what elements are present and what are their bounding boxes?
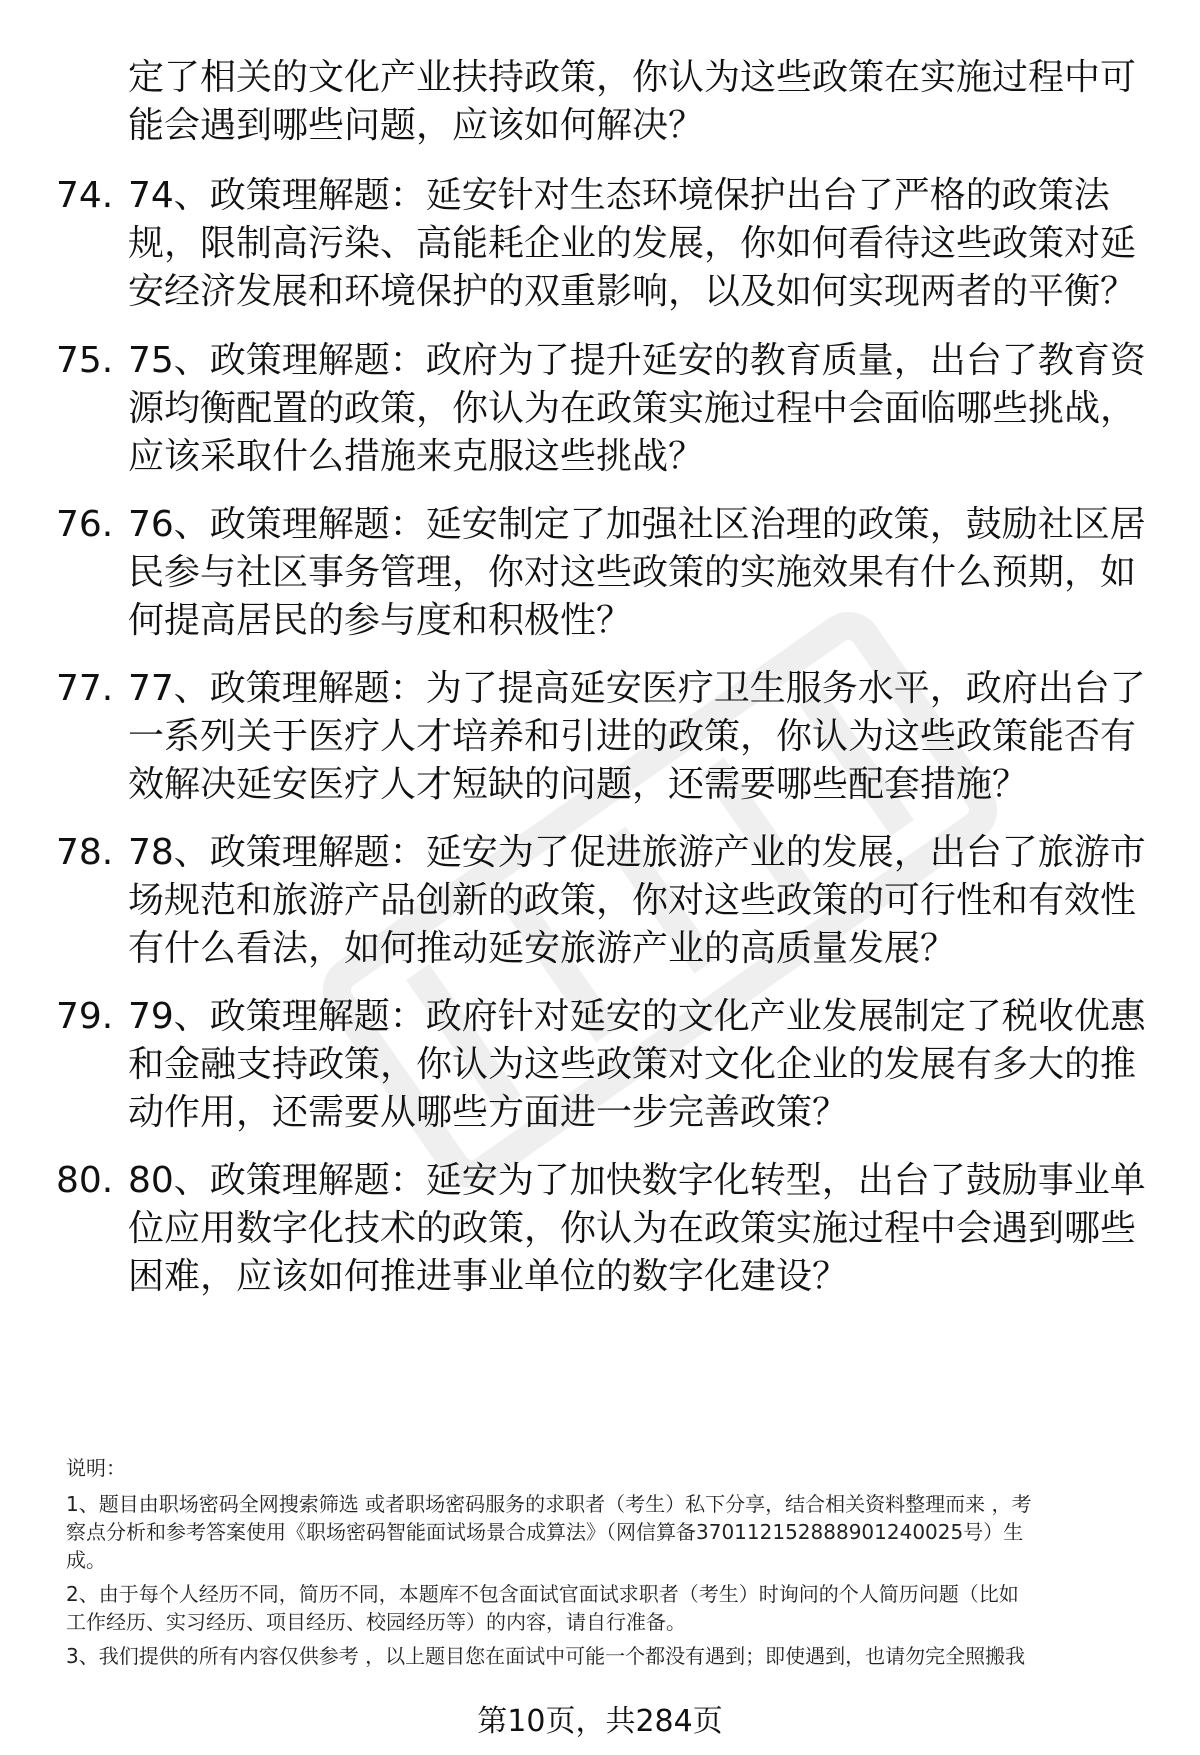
question-number: 76. [56, 504, 114, 545]
question-line: 规，限制高污染、高能耗企业的发展，你如何看待这些政策对延 [128, 223, 1137, 264]
question-number: 79. [56, 996, 114, 1037]
note-line: 成。 [66, 1548, 106, 1572]
note-line: 3、我们提供的所有内容仅供参考 ，以上题目您在面试中可能一个都没有遇到；即使遇到，也请勿完全照搬我 [66, 1644, 1026, 1668]
question-number: 77. [56, 668, 114, 709]
question-line: 76、政策理解题：延安制定了加强社区治理的政策，鼓励社区居 [128, 504, 1146, 545]
continuation-line: 定了相关的文化产业扶持政策，你认为这些政策在实施过程中可 [128, 57, 1137, 98]
question-line: 民参与社区事务管理，你对这些政策的实施效果有什么预期，如 [128, 552, 1137, 593]
question-number: 74. [56, 175, 114, 216]
note-line: 工作经历、实习经历、项目经历、校园经历等）的内容，请自行准备。 [66, 1610, 686, 1634]
question-line: 和金融支持政策，你认为这些政策对文化企业的发展有多大的推 [128, 1044, 1137, 1085]
question-line: 77、政策理解题：为了提高延安医疗卫生服务水平，政府出台了 [128, 668, 1146, 709]
question-line: 源均衡配置的政策，你认为在政策实施过程中会面临哪些挑战， [128, 388, 1137, 429]
question-line: 74、政策理解题：延安针对生态环境保护出台了严格的政策法 [128, 175, 1110, 216]
question-line: 79、政策理解题：政府针对延安的文化产业发展制定了税收优惠 [128, 996, 1146, 1037]
note-line: 察点分析和参考答案使用《职场密码智能面试场景合成算法》（网信算备370112152888901240025号）生 [66, 1520, 1024, 1544]
question-line: 一系列关于医疗人才培养和引进的政策，你认为这些政策能否有 [128, 716, 1137, 757]
page-footer: 第10页，共284页 [477, 1704, 723, 1739]
question-line: 安经济发展和环境保护的双重影响，以及如何实现两者的平衡？ [128, 271, 1137, 312]
question-number: 78. [56, 832, 114, 873]
note-line: 1、题目由职场密码全网搜索筛选 或者职场密码服务的求职者（考生）私下分享，结合相关资料整理而来 ，考 [66, 1492, 1032, 1516]
question-line: 场规范和旅游产品创新的政策，你对这些政策的可行性和有效性 [128, 880, 1137, 921]
question-line: 应该采取什么措施来克服这些挑战？ [128, 436, 705, 477]
question-line: 困难，应该如何推进事业单位的数字化建设？ [128, 1256, 849, 1297]
note-line: 2、由于每个人经历不同，简历不同，本题库不包含面试官面试求职者（考生）时询问的个人简历问题（比如 [66, 1582, 1019, 1606]
question-line: 75、政策理解题：政府为了提升延安的教育质量，出台了教育资 [128, 340, 1146, 381]
question-line: 何提高居民的参与度和积极性？ [128, 600, 633, 641]
question-number: 80. [56, 1160, 114, 1201]
question-line: 78、政策理解题：延安为了促进旅游产业的发展，出台了旅游市 [128, 832, 1146, 873]
question-line: 80、政策理解题：延安为了加快数字化转型，出台了鼓励事业单 [128, 1160, 1146, 1201]
question-line: 效解决延安医疗人才短缺的问题，还需要哪些配套措施？ [128, 764, 1029, 805]
question-line: 位应用数字化技术的政策，你认为在政策实施过程中会遇到哪些 [128, 1208, 1137, 1249]
question-line: 动作用，还需要从哪些方面进一步完善政策？ [128, 1092, 849, 1133]
question-number: 75. [56, 340, 114, 381]
question-line: 有什么看法，如何推动延安旅游产业的高质量发展？ [128, 928, 957, 969]
continuation-line: 能会遇到哪些问题，应该如何解决？ [128, 105, 705, 146]
notes-heading: 说明： [66, 1456, 126, 1480]
